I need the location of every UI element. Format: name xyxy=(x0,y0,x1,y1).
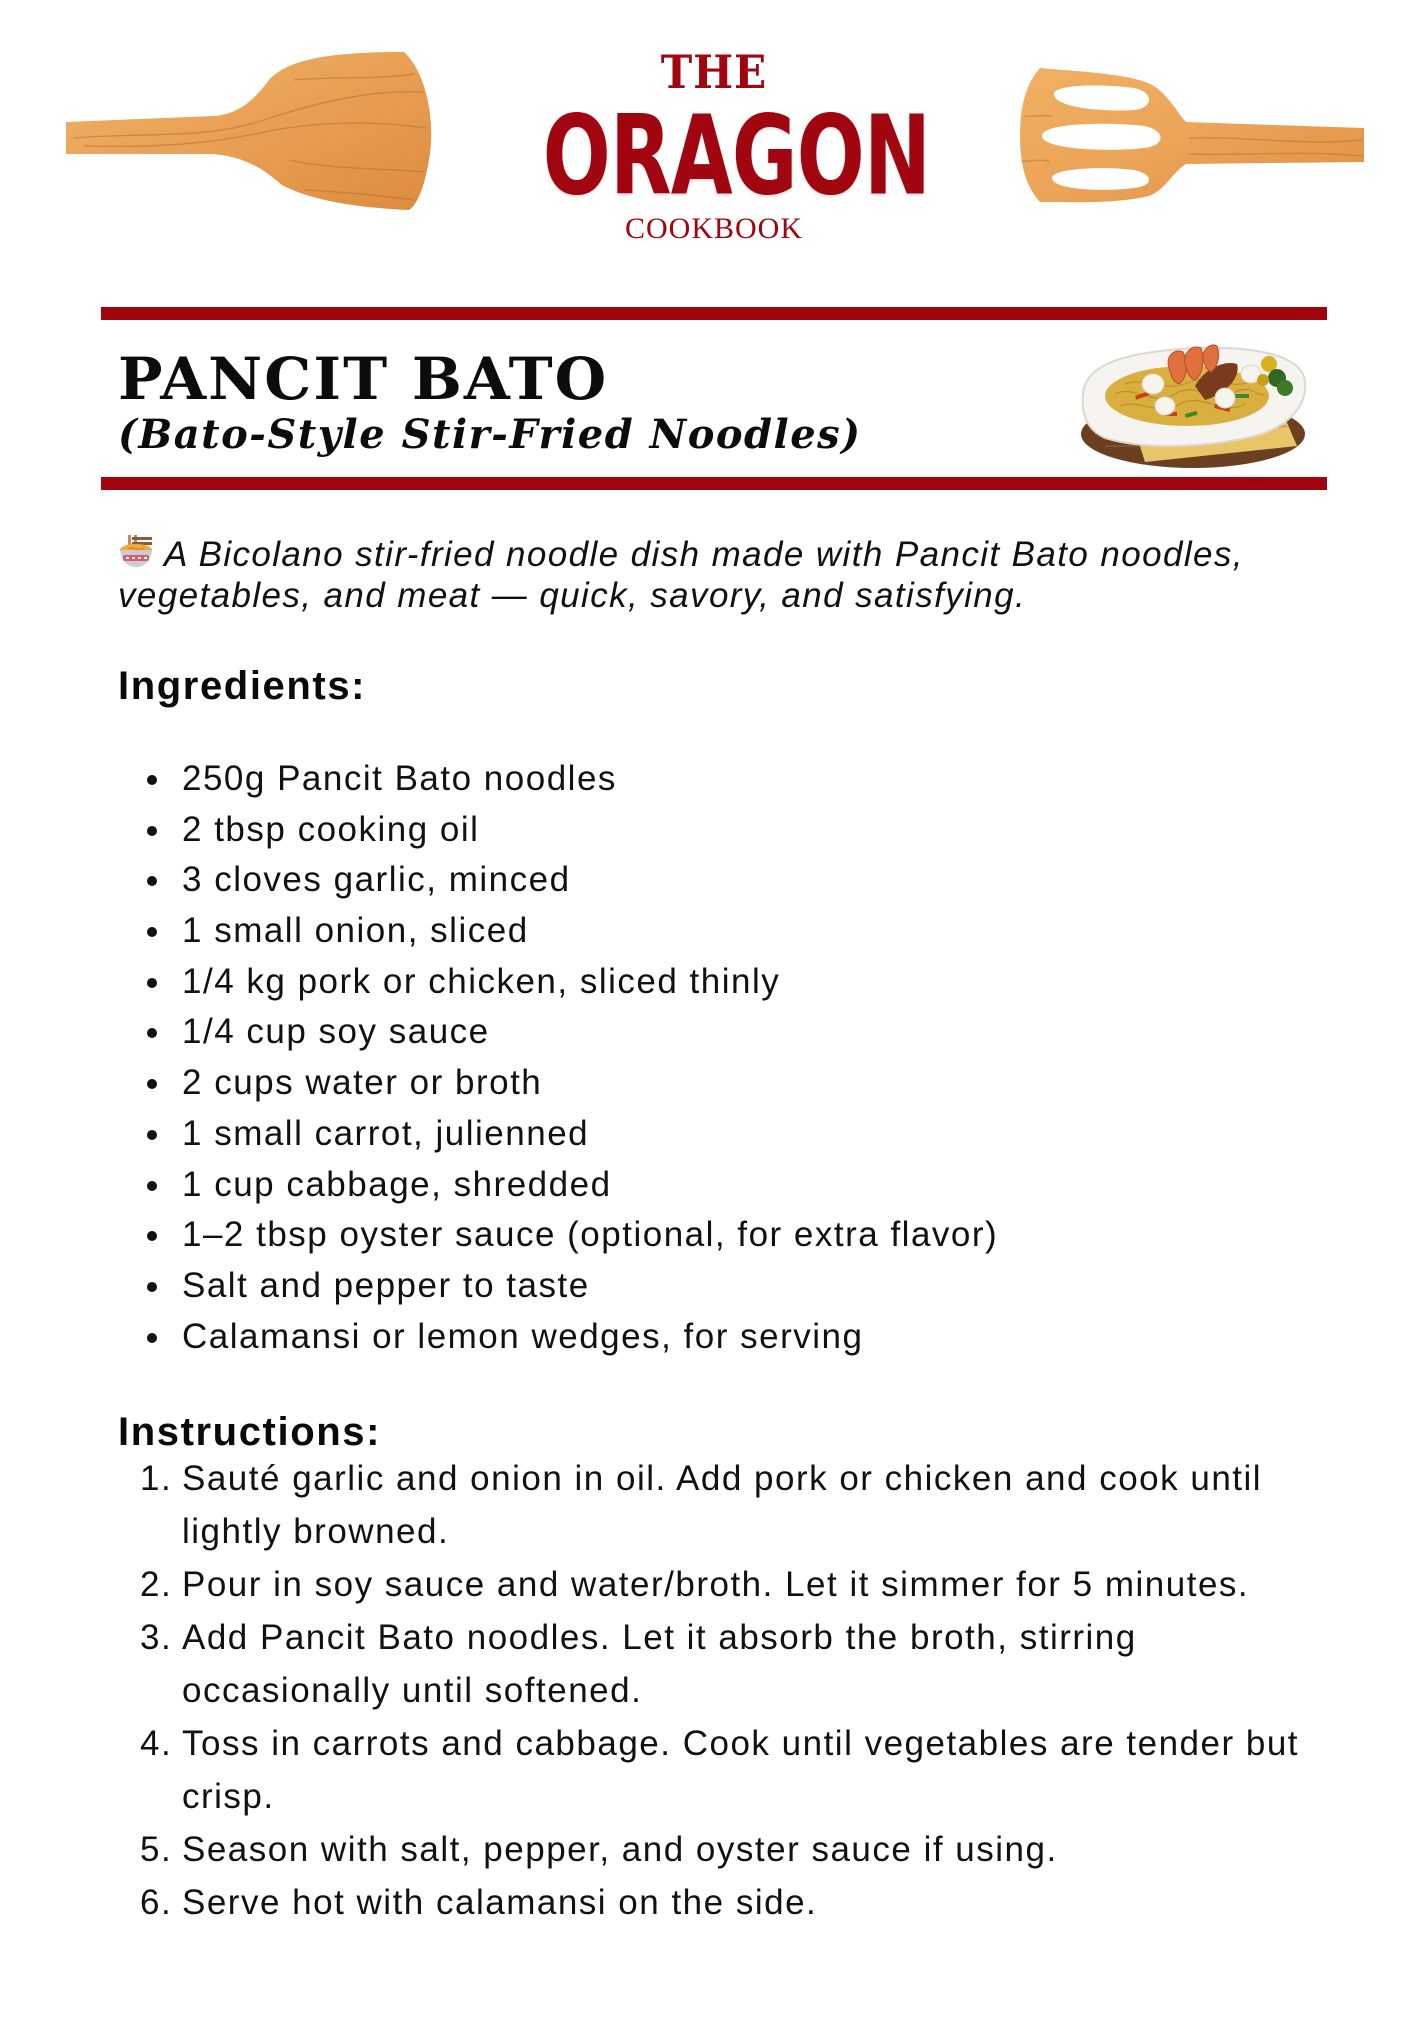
slotted-wooden-spatula-icon xyxy=(1004,66,1366,208)
bullet-icon xyxy=(147,1181,157,1191)
step-text: Serve hot with calamansi on the side. xyxy=(182,1883,818,1922)
pancit-bato-dish-photo xyxy=(1065,334,1313,470)
instruction-step xyxy=(118,1611,1322,1717)
step-text: Add Pancit Bato noodles. Let it absorb the broth, stirring occasionally until softened. xyxy=(182,1618,1137,1710)
step-number: 6. xyxy=(140,1883,173,1922)
bullet-icon xyxy=(147,826,157,836)
instructions-heading: Instructions: xyxy=(118,1410,382,1454)
step-number: 2. xyxy=(140,1565,173,1604)
instructions-list xyxy=(118,1452,1300,1929)
ingredients-list xyxy=(118,754,998,1362)
instruction-step xyxy=(118,1876,1322,1929)
step-number: 3. xyxy=(140,1618,173,1657)
instruction-step xyxy=(118,1558,1322,1611)
bullet-icon xyxy=(147,1333,157,1343)
ingredient-item: 1/4 cup soy sauce xyxy=(118,1007,998,1058)
bullet-icon xyxy=(147,1028,157,1038)
ingredient-item: 2 tbsp cooking oil xyxy=(118,805,998,856)
description-text: A Bicolano stir-fried noodle dish made with Pancit Bato noodles, vegetables, and meat — quick, savory, and satisfying. xyxy=(118,535,1244,615)
instruction-step xyxy=(118,1452,1322,1558)
bullet-icon xyxy=(147,927,157,937)
logo-main: ORAGON xyxy=(542,91,931,220)
step-text: Season with salt, pepper, and oyster sauce if using. xyxy=(182,1830,1058,1869)
bullet-icon xyxy=(147,775,157,785)
cookbook-logo xyxy=(500,44,931,246)
step-number: 4. xyxy=(140,1724,173,1763)
ingredient-item: 1 small carrot, julienned xyxy=(118,1109,998,1160)
ingredient-item: 2 cups water or broth xyxy=(118,1058,998,1109)
top-divider xyxy=(101,307,1327,320)
bullet-icon xyxy=(147,1231,157,1241)
bottom-divider xyxy=(101,477,1327,490)
bullet-icon xyxy=(147,1079,157,1089)
bullet-icon xyxy=(147,978,157,988)
ingredient-item: Calamansi or lemon wedges, for serving xyxy=(118,1312,998,1363)
wooden-spatula-icon xyxy=(64,50,436,214)
ingredient-item: 250g Pancit Bato noodles xyxy=(118,754,998,805)
ingredient-item: 1–2 tbsp oyster sauce (optional, for extra flavor) xyxy=(118,1210,998,1261)
ingredient-item: 1/4 kg pork or chicken, sliced thinly xyxy=(118,957,998,1008)
step-text: Pour in soy sauce and water/broth. Let it simmer for 5 minutes. xyxy=(182,1565,1250,1604)
recipe-description xyxy=(118,534,1338,616)
instruction-step xyxy=(118,1823,1322,1876)
ingredient-item: 1 cup cabbage, shredded xyxy=(118,1160,998,1211)
step-text: Toss in carrots and cabbage. Cook until vegetables are tender but crisp. xyxy=(182,1724,1300,1816)
instruction-step xyxy=(118,1717,1322,1823)
ingredient-item: 1 small onion, sliced xyxy=(118,906,998,957)
step-number: 1. xyxy=(140,1459,173,1498)
step-text: Sauté garlic and onion in oil. Add pork or chicken and cook until lightly browned. xyxy=(182,1459,1263,1551)
bullet-icon xyxy=(147,1130,157,1140)
step-number: 5. xyxy=(140,1830,173,1869)
recipe-title: PANCIT BATO xyxy=(118,345,609,413)
recipe-subtitle: (Bato-Style Stir-Fried Noodles) xyxy=(118,411,862,458)
ingredient-item: 3 cloves garlic, minced xyxy=(118,855,998,906)
bullet-icon xyxy=(147,876,157,886)
noodle-bowl-icon xyxy=(118,535,154,569)
bullet-icon xyxy=(147,1282,157,1292)
ingredient-item: Salt and pepper to taste xyxy=(118,1261,998,1312)
logo-the: THE xyxy=(660,45,768,99)
logo-sub: COOKBOOK xyxy=(624,212,803,245)
ingredients-heading: Ingredients: xyxy=(118,664,367,708)
